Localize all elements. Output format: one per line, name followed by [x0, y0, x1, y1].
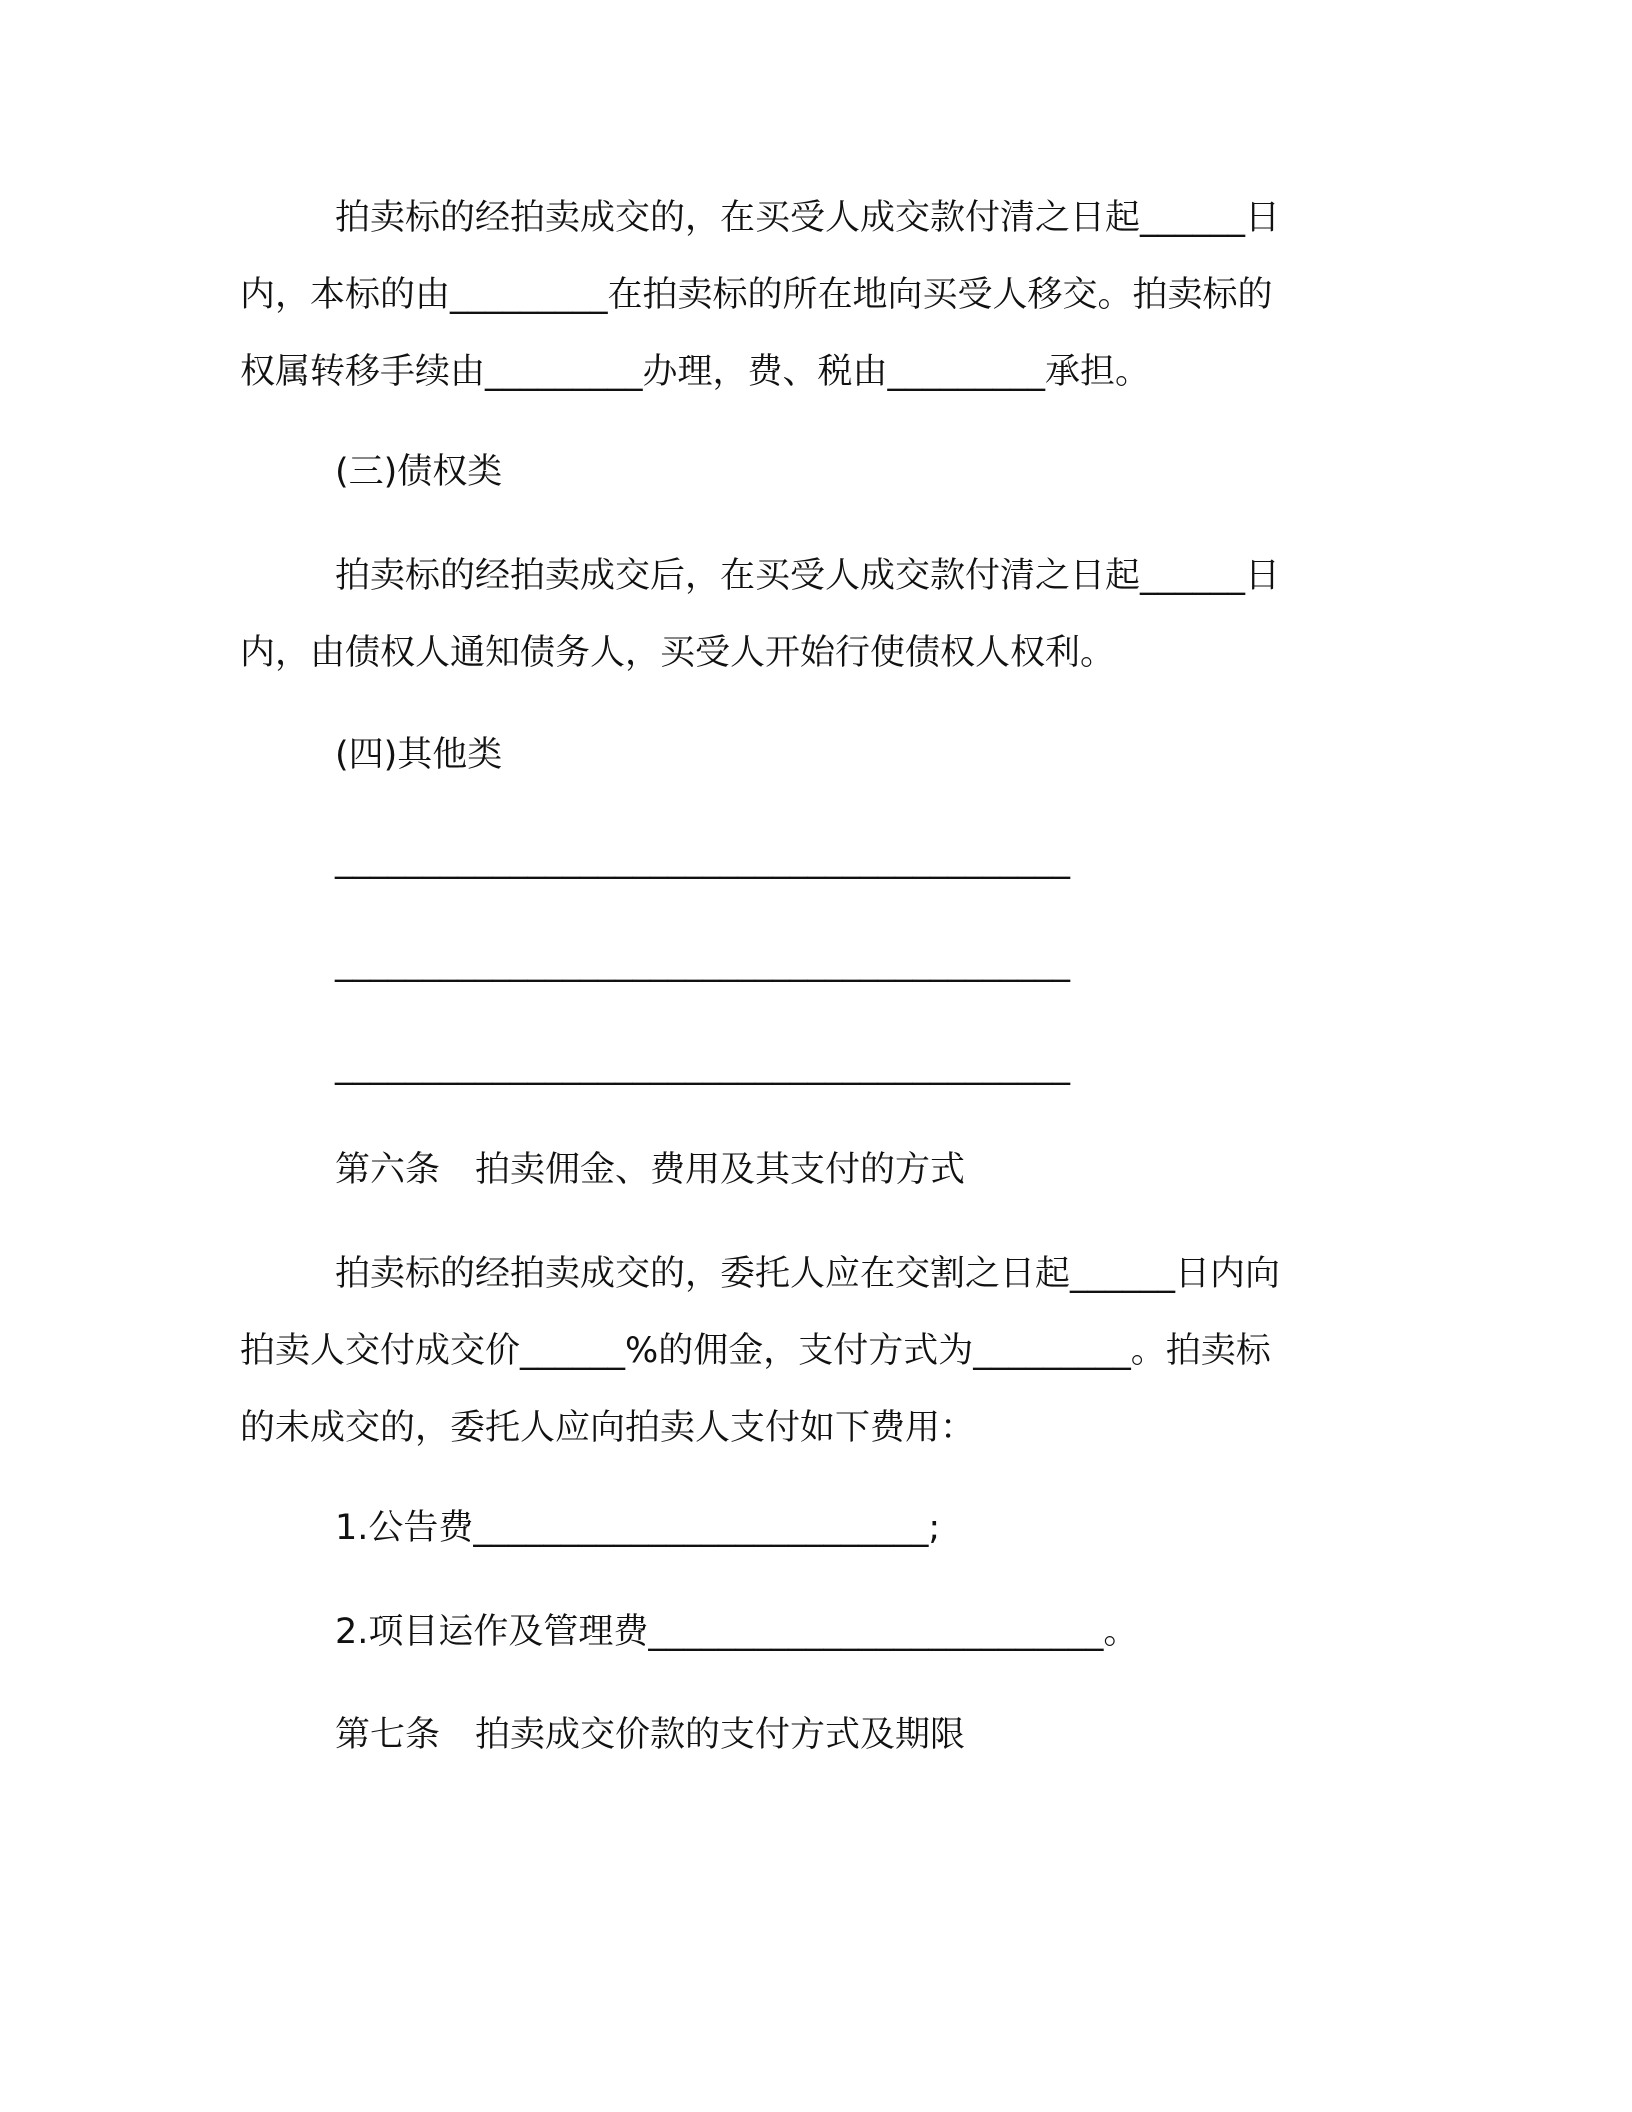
paragraph-creditor-rights [240, 538, 1380, 692]
paragraph-commission [240, 1236, 1380, 1467]
blank-line: __________________________________________ [335, 943, 1070, 983]
text-line: 拍卖标的经拍卖成交后，在买受人成交款付清之日起______日 [335, 556, 1281, 596]
text-line: 内，由债权人通知债务人，买受人开始行使债权人权利。 [240, 633, 1116, 673]
section-heading-other: (四)其他类 [335, 735, 503, 775]
fee-item-management: 2.项目运作及管理费__________________________。 [335, 1612, 1139, 1652]
fee-item-announcement: 1.公告费__________________________; [335, 1508, 941, 1548]
text-line: 拍卖标的经拍卖成交的，在买受人成交款付清之日起______日 [335, 198, 1281, 238]
text-line: 拍卖标的经拍卖成交的，委托人应在交割之日起______日内向 [335, 1254, 1281, 1294]
blank-line: __________________________________________ [335, 840, 1070, 880]
article-six-heading: 第六条 拍卖佣金、费用及其支付的方式 [335, 1150, 966, 1190]
section-heading-creditor-rights: (三)债权类 [335, 452, 503, 492]
blank-line: __________________________________________ [335, 1046, 1070, 1086]
text-line: 的未成交的，委托人应向拍卖人支付如下费用： [240, 1408, 976, 1448]
paragraph-delivery-goods [240, 180, 1380, 411]
text-line: 内，本标的由_________在拍卖标的所在地向买受人移交。拍卖标的 [240, 275, 1273, 315]
article-seven-heading: 第七条 拍卖成交价款的支付方式及期限 [335, 1715, 966, 1755]
text-line: 权属转移手续由_________办理，费、税由_________承担。 [240, 352, 1151, 392]
text-line: 拍卖人交付成交价______%的佣金，支付方式为_________。拍卖标 [240, 1331, 1271, 1371]
